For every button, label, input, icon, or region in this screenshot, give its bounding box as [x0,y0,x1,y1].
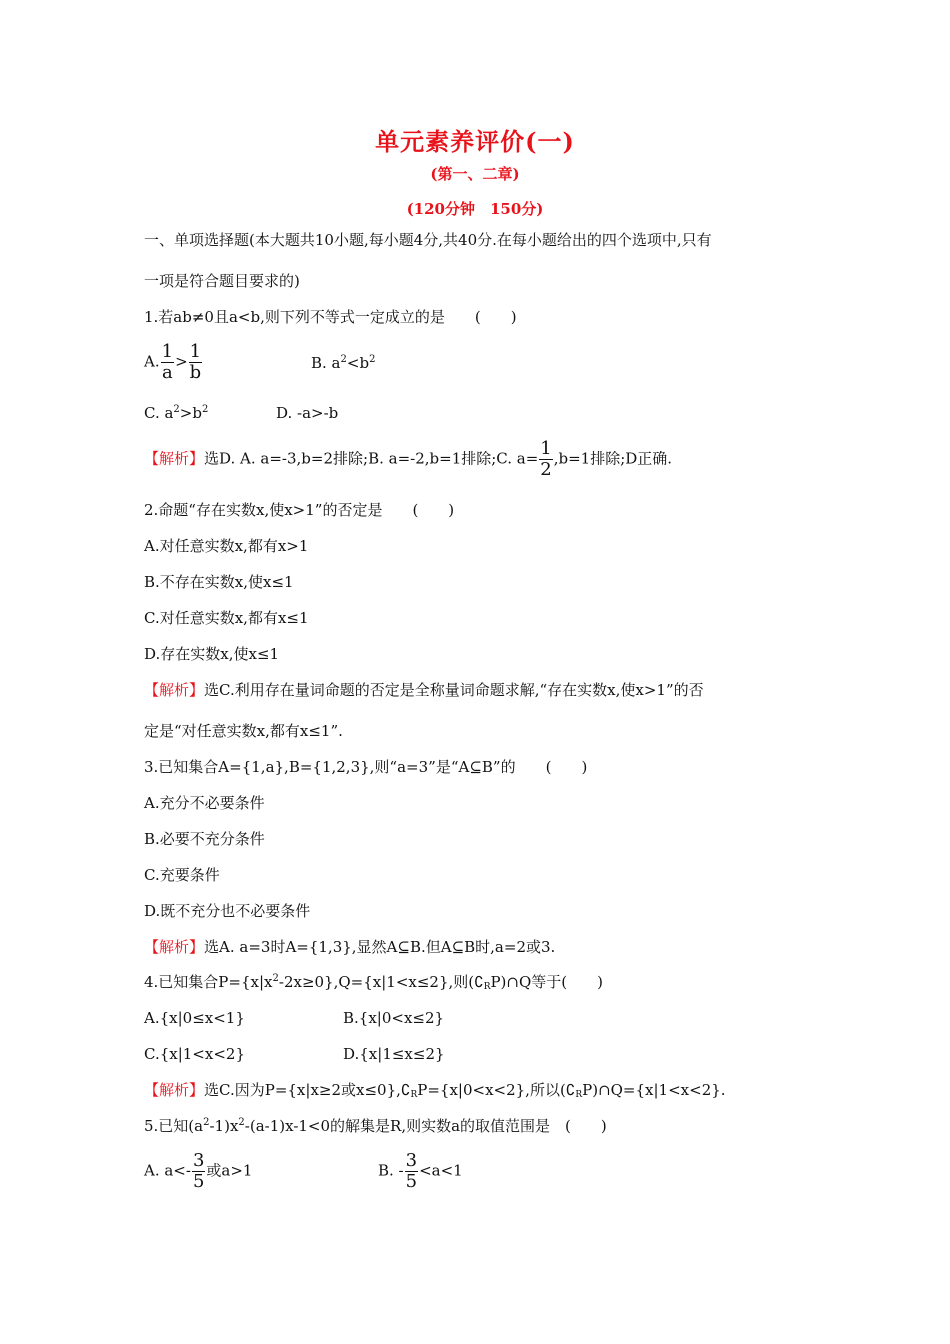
fraction: $\frac{1}{2}$ [540,438,552,480]
page-title: 单元素养评价(一) [375,127,575,156]
q1-option-d: D. -a>-b [276,404,339,422]
q3-option-a: A.充分不必要条件 [144,794,265,812]
fraction: $\frac{1}{b}$ [189,341,202,383]
q4-option-a: A.{x|0≤x<1} [144,1009,245,1027]
q1-a-op: > [175,352,188,371]
q3-option-d: D.既不充分也不必要条件 [144,902,311,920]
q3-option-c: C.充要条件 [144,866,220,884]
q2-option-b: B.不存在实数x,使x≤1 [144,573,294,591]
q5-stem: 5.已知$(a^2-1)x^2-(a-1)x-1<0$的解集是R,则实数a的取值范围是 ( ) [144,1117,607,1135]
analysis-label: 【解析】 [144,1081,205,1099]
q1-stem: 1.若ab≠0且a<b,则下列不等式一定成立的是 ( ) [144,308,517,326]
fraction: $\frac{1}{a}$ [161,341,174,383]
q5-option-b: B. - $\frac{3}{5}$ <a<1 [378,1150,463,1192]
q3-option-b: B.必要不充分条件 [144,830,265,848]
q1-option-c: C. $a^2>b^2$ [144,404,209,422]
time-score-subtitle: (120分钟 150分) [406,200,544,218]
q2-option-c: C.对任意实数x,都有x≤1 [144,609,309,627]
section-instruction-line1: 一、单项选择题(本大题共10小题,每小题4分,共40分.在每小题给出的四个选项中,只有 [144,231,712,249]
q4-option-d: D.{x|1≤x≤2} [343,1045,445,1063]
q2-stem: 2.命题“存在实数x,使x>1”的否定是 ( ) [144,501,455,519]
q2-solution-line1: 【解析】选C.利用存在量词命题的否定是全称量词命题求解,“存在实数x,使x>1”的否 [144,681,704,699]
fraction: $\frac{3}{5}$ [405,1150,418,1192]
q1-option-a [144,342,203,383]
q2-solution-line2: 定是“对任意实数x,都有x≤1”. [144,722,343,740]
analysis-label: 【解析】 [144,938,205,956]
fraction: $\frac{3}{5}$ [192,1150,205,1192]
q1-option-b: B. $a^2<b^2$ [311,354,376,372]
q2-option-d: D.存在实数x,使x≤1 [144,645,280,663]
analysis-label: 【解析】 [144,449,205,468]
q3-solution: 【解析】选A. a=3时A={1,3},显然A⊆B.但A⊆B时,a=2或3. [144,938,556,956]
analysis-label: 【解析】 [144,681,205,699]
q1-a-prefix: A. [144,352,160,371]
q1-solution: 【解析】选D. A. a=-3,b=2排除;B. a=-2,b=1排除;C. a= $\frac{1}{2}$ ,b=1排除;D正确. [144,438,673,480]
q5-option-a: A. a<- $\frac{3}{5}$ 或a>1 [144,1150,253,1192]
q4-option-b: B.{x|0<x≤2} [343,1009,445,1027]
q4-solution: 【解析】选C.因为P={x|x≥2或$x\le 0\},∁_RP=\{x|0<x<2\}$,所以$(∁_RP)\cap Q=\{x|1<x<2\}$. [144,1081,726,1100]
section-instruction-line2: 一项是符合题目要求的) [144,272,300,290]
q4-stem: 4.已知集合$P=\{x|x^2-2x\ge 0\},Q=\{x|1<x\le 2\}$,则$(∁_RP)\cap Q$等于( ) [144,973,603,992]
q3-stem: 3.已知集合A={1,a},B={1,2,3},则“a=3”是“A⊆B”的 ( ) [144,758,588,776]
chapter-subtitle: (第一、二章) [430,165,520,183]
q4-option-c: C.{x|1<x<2} [144,1045,245,1063]
q2-option-a: A.对任意实数x,都有x>1 [144,537,309,555]
